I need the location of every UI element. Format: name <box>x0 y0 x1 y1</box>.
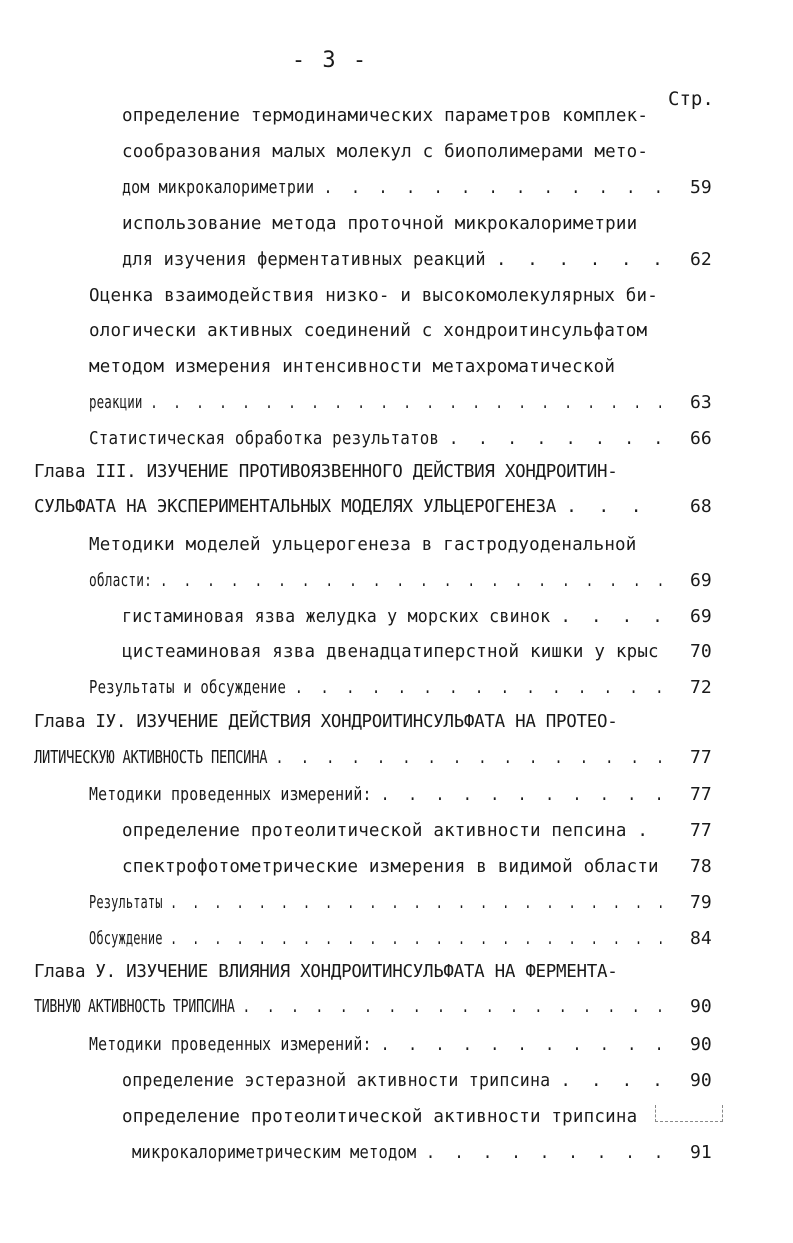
toc-entry-text: сообразования малых молекул с биополимерами мето- <box>122 142 649 162</box>
toc-entry <box>122 1107 637 1127</box>
toc-entry-text: цистеаминовая язва двенадцатиперстной кишки у крыс <box>122 642 659 662</box>
toc-page-number: 70 <box>690 641 712 662</box>
dot-leader: . . . . . . . . . . . . . . . . <box>275 748 669 768</box>
toc-entry-text: Глава IУ. ИЗУЧЕНИЕ ДЕЙСТВИЯ ХОНДРОИТИНСУЛЬФАТА НА ПРОТЕО- <box>34 712 618 732</box>
toc-entry-text: Результаты <box>89 893 171 913</box>
toc-entry <box>122 642 659 662</box>
dot-leader: . . . . . . . . . . . . . . . <box>294 678 669 698</box>
toc-entry-text: области: <box>89 571 160 591</box>
toc-entry-text: Глава III. ИЗУЧЕНИЕ ПРОТИВОЯЗВЕННОГО ДЕЙСТВИЯ ХОНДРОИТИН- <box>34 462 618 482</box>
toc-entry-text: дом микрокалориметрии <box>122 178 324 198</box>
toc-entry <box>89 357 615 377</box>
toc-entry-text: определение протеолитической активности трипсина <box>122 1107 638 1127</box>
toc-entry-text: методом измерения интенсивности метахроматической <box>89 357 616 377</box>
toc-entry-text: микрокалориметрическим методом <box>132 1143 426 1163</box>
page-number: - 3 - <box>291 48 369 73</box>
toc-page-number: 66 <box>690 428 712 449</box>
toc-entry <box>34 997 668 1017</box>
toc-entry-text: Обсуждение <box>89 929 171 949</box>
toc-entry <box>122 1071 668 1091</box>
toc-page-number: 90 <box>690 1070 712 1091</box>
dot-leader: . . . . . . <box>496 250 668 270</box>
toc-entry-text: ЛИТИЧЕСКУЮ АКТИВНОСТЬ ПЕПСИНА <box>34 748 276 768</box>
toc-page-number: 90 <box>690 996 712 1017</box>
toc-entry-text: Результаты и обсуждение <box>89 678 295 698</box>
toc-entry-text: гистаминовая язва желудка у морских свинок <box>122 607 561 627</box>
dot-leader: . <box>637 821 654 841</box>
dot-leader: . . . . . . . . . . . . . . . . . . . . . . . <box>170 929 669 949</box>
dot-leader: . . . . . . . . . . . . . . . . . . <box>242 997 669 1017</box>
dot-leader: . . . . . . . . . . . <box>380 785 669 805</box>
toc-page-number: 69 <box>690 570 712 591</box>
toc-entry <box>89 571 668 591</box>
toc-page-number: 68 <box>690 496 712 517</box>
toc-page-number: 62 <box>690 249 712 270</box>
toc-entry <box>34 962 617 982</box>
dot-leader: . . . . <box>560 607 668 627</box>
toc-entry-text: определение термодинамических параметров комплек- <box>122 106 649 126</box>
toc-entry <box>89 893 668 913</box>
toc-page-number: 77 <box>690 820 712 841</box>
toc-entry <box>122 250 668 270</box>
toc-entry <box>89 785 668 805</box>
toc-entry-text: спектрофотометрические измерения в видимой области <box>122 857 659 877</box>
page-column-header: Стр. <box>668 88 714 110</box>
toc-page-number: 78 <box>690 856 712 877</box>
dot-leader: . . . . . . . . . . . . . . . . . . . . . . . <box>170 893 669 913</box>
toc-entry <box>89 321 647 341</box>
toc-page-number: 77 <box>690 747 712 768</box>
toc-entry-text: для изучения ферментативных реакций <box>122 250 497 270</box>
toc-entry-text: ологически активных соединений с хондроитинсульфатом <box>89 321 648 341</box>
toc-page-number: 72 <box>690 677 712 698</box>
toc-entry <box>122 214 637 234</box>
toc-page-number: 91 <box>690 1142 712 1163</box>
toc-entry <box>89 429 668 449</box>
toc-page-number: 59 <box>690 177 712 198</box>
dot-leader: . . . . . . . . . . . . . . . . . . . . . . . <box>150 393 668 413</box>
toc-entry <box>34 712 617 732</box>
toc-entry-text: СУЛЬФАТА НА ЭКСПЕРИМЕНТАЛЬНЫХ МОДЕЛЯХ УЛЬЦЕРОГЕНЕЗА <box>34 497 567 517</box>
toc-page-number: 79 <box>690 892 712 913</box>
dot-leader: . . . . . . . . <box>448 429 669 449</box>
toc-entry <box>122 106 648 126</box>
toc-entry <box>122 821 653 841</box>
toc-entry-text: Методики проведенных измерений: <box>89 1035 381 1055</box>
toc-entry-text: использование метода проточной микрокалориметрии <box>122 214 638 234</box>
toc-entry <box>89 535 637 555</box>
toc-entry <box>89 393 668 413</box>
dot-leader: . . . . . . . . . . . <box>380 1035 669 1055</box>
toc-entry <box>132 1143 668 1163</box>
toc-entry-text: Статистическая обработка результатов <box>89 429 449 449</box>
toc-entry <box>89 678 668 698</box>
toc-entry <box>122 178 668 198</box>
toc-page-number: 90 <box>690 1034 712 1055</box>
toc-entry <box>122 857 659 877</box>
dot-leader: . . . . <box>560 1071 668 1091</box>
toc-page-number: 77 <box>690 784 712 805</box>
toc-entry-text: реакции <box>89 393 151 413</box>
toc-entry-text: ТИВНУЮ АКТИВНОСТЬ ТРИПСИНА <box>34 997 243 1017</box>
toc-page-number: 63 <box>690 392 712 413</box>
toc-page-number: 84 <box>690 928 712 949</box>
dot-leader: . . . . . . . . . . . . . . . . . . . . . . <box>159 571 669 591</box>
bracket-mark <box>655 1105 723 1122</box>
toc-entry <box>34 748 669 768</box>
toc-entry <box>34 497 647 517</box>
toc-entry <box>89 929 668 949</box>
toc-entry <box>34 462 617 482</box>
toc-entry-text: Глава У. ИЗУЧЕНИЕ ВЛИЯНИЯ ХОНДРОИТИНСУЛЬФАТА НА ФЕРМЕНТА- <box>34 962 618 982</box>
toc-entry-text: Методики проведенных измерений: <box>89 785 381 805</box>
toc-entry <box>89 1035 668 1055</box>
toc-entry <box>122 142 648 162</box>
toc-entry-text: определение протеолитической активности пепсина <box>122 821 638 841</box>
dot-leader: . . . . . . . . . . . . . <box>323 178 668 198</box>
toc-entry <box>89 286 658 306</box>
dot-leader: . . . <box>566 497 647 517</box>
toc-entry-text: Методики моделей ульцерогенеза в гастродуоденальной <box>89 535 637 555</box>
toc-entry-text: определение эстеразной активности трипсина <box>122 1071 561 1091</box>
toc-entry <box>122 607 668 627</box>
toc-page-number: 69 <box>690 606 712 627</box>
dot-leader: . . . . . . . . . <box>425 1143 669 1163</box>
toc-entry-text: Оценка взаимодействия низко- и высокомолекулярных би- <box>89 286 659 306</box>
